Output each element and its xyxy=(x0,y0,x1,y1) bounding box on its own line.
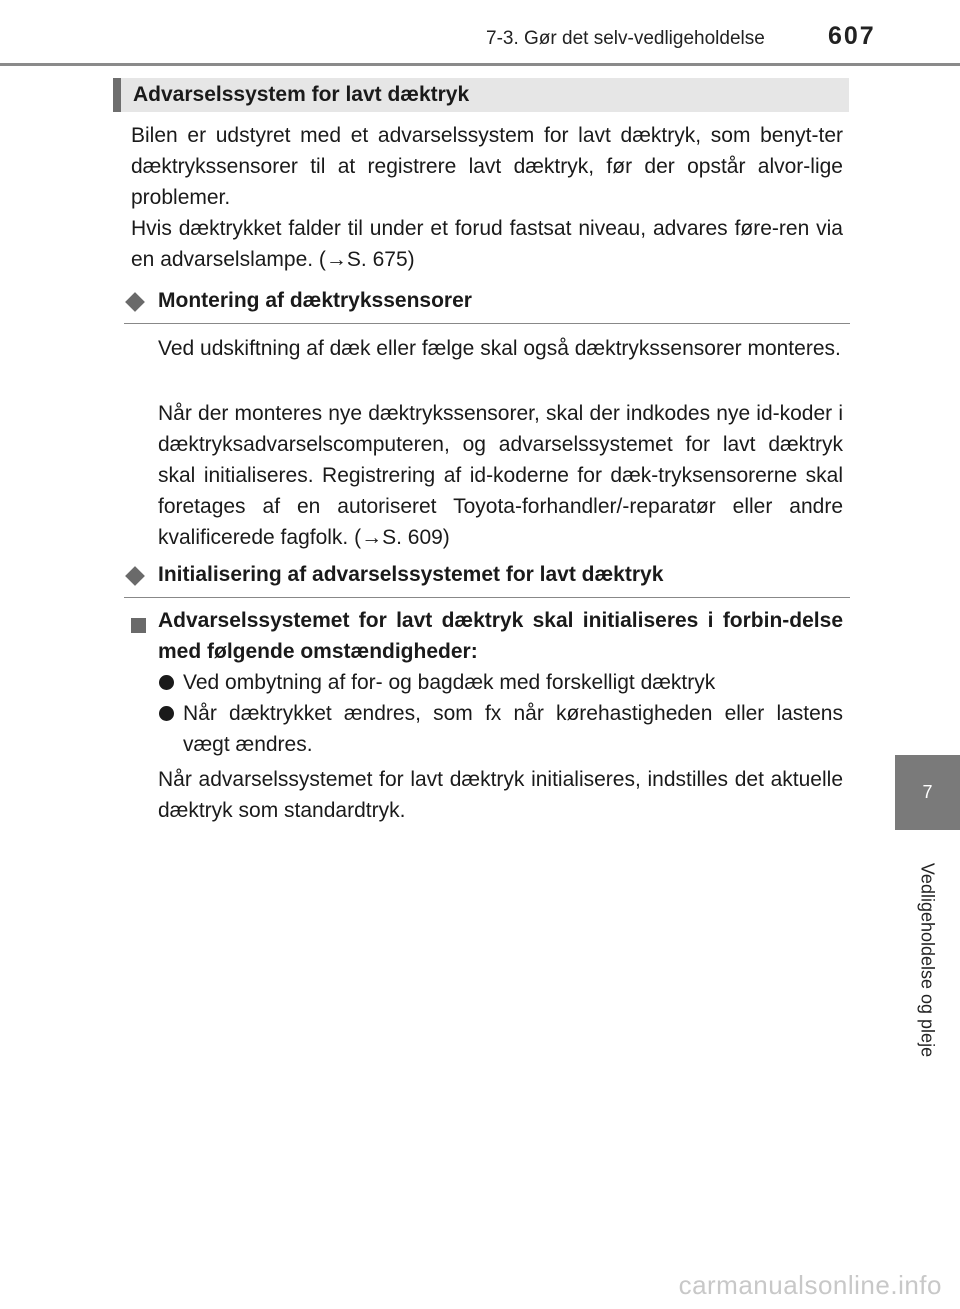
subsection-heading-1 xyxy=(124,289,850,324)
closing-paragraph: Når advarselssystemet for lavt dæktryk initialiseres, indstilles det aktuelle dæktryk som standardtryk. xyxy=(158,768,843,822)
square-bullet-icon xyxy=(131,618,146,633)
diamond-bullet-icon xyxy=(125,292,145,312)
chapter-label: Vedligeholdelse og pleje xyxy=(917,862,938,1058)
running-header-section: 7-3. Gør det selv-vedligeholdelse xyxy=(486,28,765,49)
header-divider xyxy=(0,63,960,66)
intro-paragraph-1: Bilen er udstyret med et advarselssystem for lavt dæktryk, som benyt-ter dæktrykssensorer til at registrere lavt dæktryk, før der opstår alvor-lige problemer. xyxy=(131,124,843,209)
chapter-number: 7 xyxy=(922,782,933,802)
subsection-heading-2 xyxy=(124,563,850,598)
round-bullet-icon xyxy=(159,675,174,690)
mounting-paragraph-1: Ved udskiftning af dæk eller fælge skal også dæktrykssensorer monteres. xyxy=(158,337,841,360)
round-bullet-icon xyxy=(159,706,174,721)
section-title: Advarselssystem for lavt dæktryk xyxy=(133,83,470,106)
bullet-item-1: Ved ombytning af for- og bagdæk med forskelligt dæktryk xyxy=(183,671,716,694)
mounting-paragraph-2: Når der monteres nye dæktrykssensorer, skal der indkodes nye id-koder i dæktryksadvarselscomputeren, og advarselssystemet for lavt dæktryk skal initialiseres. Registrering af id-koderne for dæk-tryksensorerne skal foretages af en autoriseret Toyota-forhandler/-reparatør eller andre kvalificerede fagfolk. (→S. 609) xyxy=(158,402,843,549)
initialisation-heading: Advarselssystemet for lavt dæktryk skal initialiseres i forbin-delse med følgende omstændigheder: xyxy=(158,609,843,663)
page-number: 607 xyxy=(828,22,876,50)
chapter-tab xyxy=(895,755,960,830)
subsection-title-1: Montering af dæktrykssensorer xyxy=(158,289,472,312)
subsection-title-2: Initialisering af advarselssystemet for lavt dæktryk xyxy=(158,563,664,586)
intro-paragraph-2: Hvis dæktrykket falder til under et forud fastsat niveau, advares føre-ren via en advarselslampe. (→S. 675) xyxy=(131,217,843,271)
watermark: carmanualsonline.info xyxy=(678,1270,942,1300)
bullet-item-2: Når dæktrykket ændres, som fx når kørehastigheden eller lastens vægt ændres. xyxy=(183,702,843,756)
diamond-bullet-icon xyxy=(125,566,145,586)
section-heading xyxy=(113,78,849,112)
